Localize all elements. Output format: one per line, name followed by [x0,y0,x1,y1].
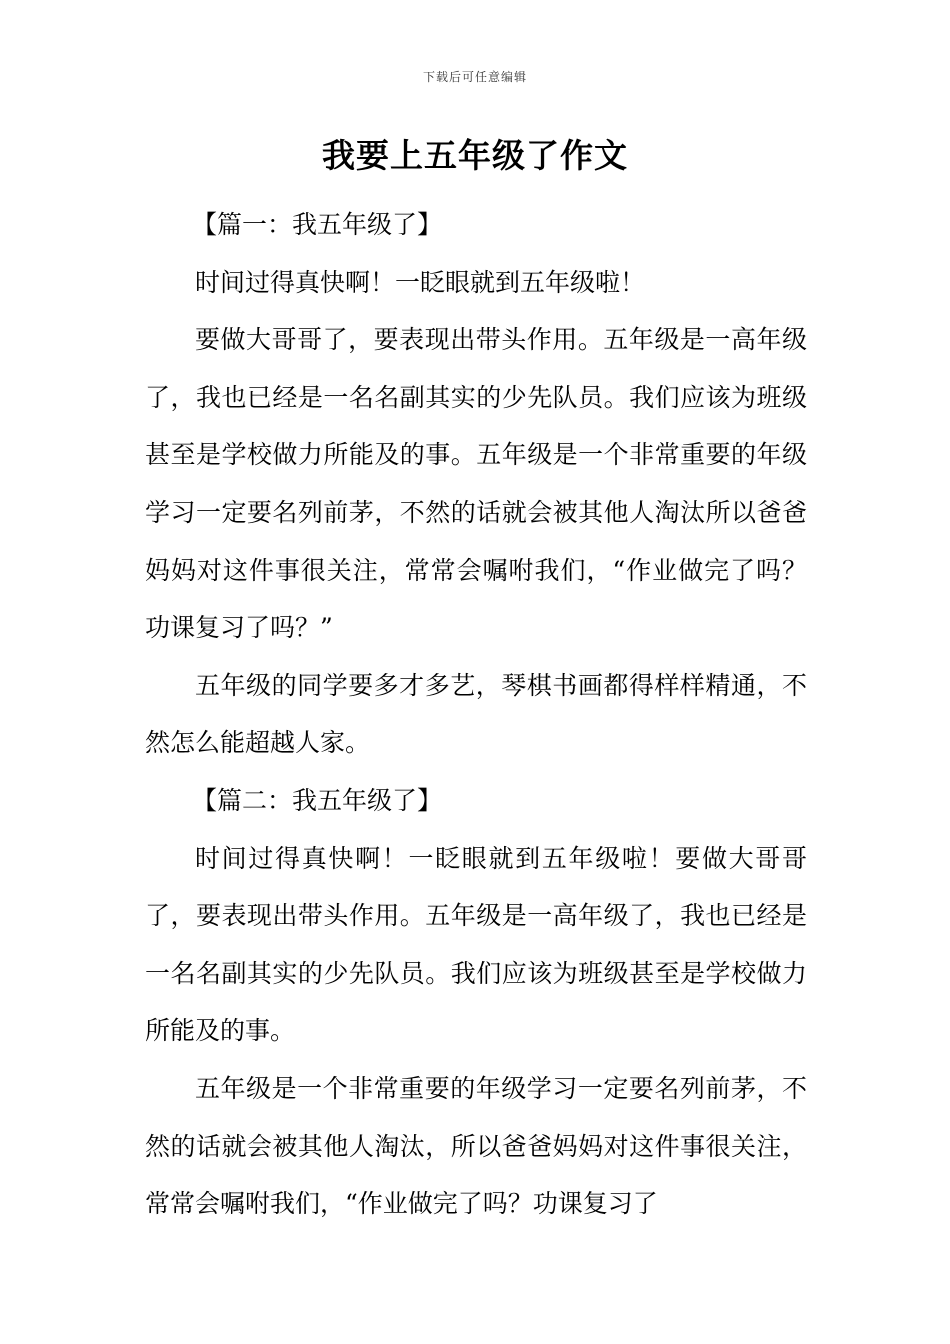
paragraph: 要做大哥哥了，要表现出带头作用。五年级是一高年级了，我也已经是一名名副其实的少先队员。我们应该为班级甚至是学校做力所能及的事。五年级是一个非常重要的年级学习一定要名列前茅，不然的话就会被其他人淘汰所以爸爸妈妈对这件事很关注，常常会嘱咐我们，“作业做完了吗？功课复习了吗？” [145,325,807,643]
document-title: 我要上五年级了作文 [322,136,628,175]
header-note: 下载后可任意编辑 [422,70,527,84]
paragraph: 时间过得真快啊！一眨眼就到五年级啦！要做大哥哥了，要表现出带头作用。五年级是一高年级了，我也已经是一名名副其实的少先队员。我们应该为班级甚至是学校做力所能及的事。 [145,843,807,1046]
section-heading-2: 【篇二：我五年级了】 [192,785,443,815]
paragraph: 五年级是一个非常重要的年级学习一定要名列前茅，不然的话就会被其他人淘汰，所以爸爸妈妈对这件事很关注，常常会嘱咐我们，“作业做完了吗？功课复习了 [145,1073,807,1219]
document-body [145,196,807,1233]
paragraph: 五年级的同学要多才多艺，琴棋书画都得样样精通，不然怎么能超越人家。 [145,670,807,758]
paragraph: 时间过得真快啊！一眨眼就到五年级啦！ [195,267,646,297]
section-heading-1: 【篇一：我五年级了】 [192,210,443,239]
